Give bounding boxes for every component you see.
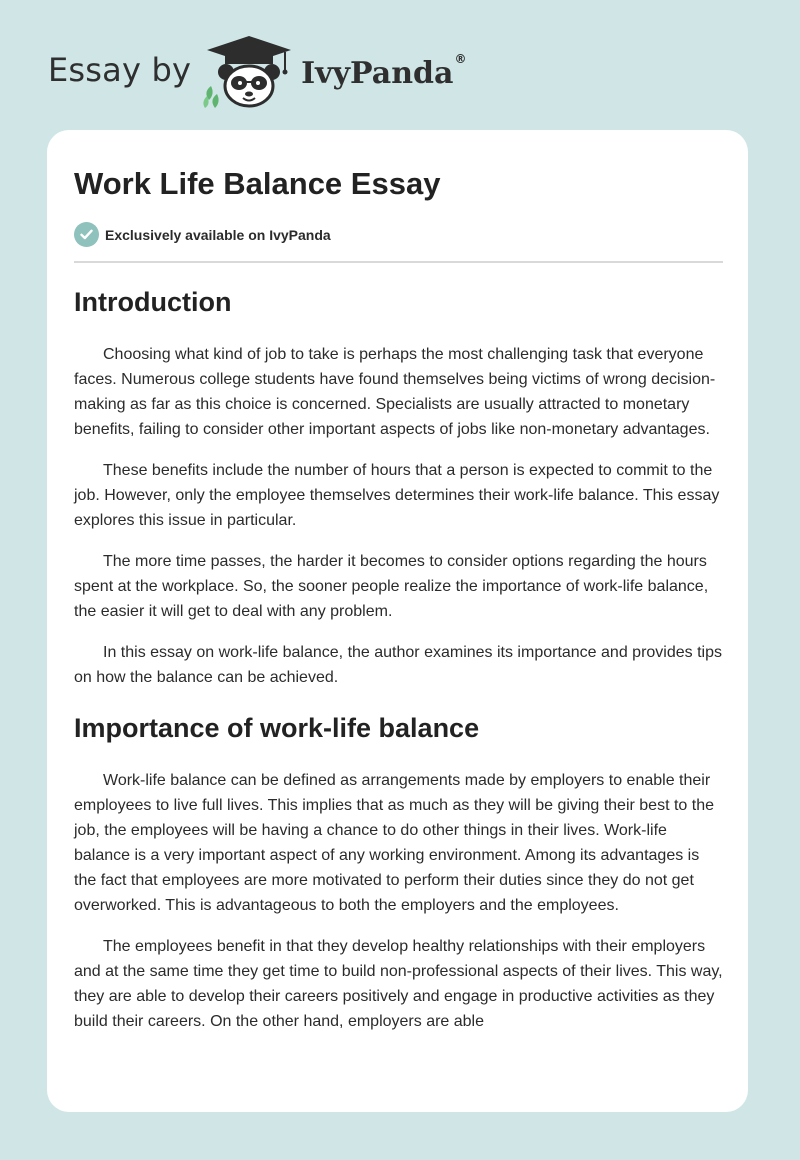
paragraph: The employees benefit in that they develop healthy relationships with their employers and at the same time they get time to build non-professional aspects of their lives. This way, they are able to develop their careers positively and engage in productive activities as they build their careers. On the other hand, employers are able bbox=[74, 938, 723, 1030]
registered-mark: ® bbox=[454, 51, 467, 66]
paragraph: The more time passes, the harder it becomes to consider options regarding the hours spent at the workplace. So, the sooner people realize the importance of work-life balance, the easier it will get to deal with any problem. bbox=[74, 553, 709, 620]
title-divider bbox=[74, 261, 723, 263]
page-title: Work Life Balance Essay bbox=[74, 166, 441, 201]
section-heading-importance: Importance of work-life balance bbox=[74, 713, 480, 743]
paragraph: These benefits include the number of hours that a person is expected to commit to the job. However, only the employee themselves determines their work-life balance. This essay explores this issue in particular. bbox=[74, 462, 720, 529]
site-header bbox=[48, 34, 466, 110]
section-heading-introduction: Introduction bbox=[74, 287, 232, 317]
exclusive-badge bbox=[74, 222, 331, 247]
paragraph: Work-life balance can be defined as arrangements made by employers to enable their employees to live full lives. This implies that as much as they will be giving their best to the job, the employees will be having a chance to do other things in their lives. Work-life balance is a very important aspect of any working environment. Among its advantages is the fact that employees are more motivated to perform their duties since they do not get overworked. This is advantageous to both the employers and the employees. bbox=[74, 772, 714, 914]
paragraph: In this essay on work-life balance, the author examines its importance and provides tips on how the balance can be achieved. bbox=[74, 644, 722, 686]
essay-body bbox=[74, 285, 723, 1050]
checkmark-icon bbox=[74, 222, 99, 247]
ivypanda-brand-name[interactable]: IvyPanda® bbox=[301, 51, 467, 91]
exclusive-badge-label: Exclusively available on IvyPanda bbox=[105, 226, 331, 243]
essay-by-label: Essay by bbox=[48, 51, 192, 89]
essay-card bbox=[47, 130, 748, 1112]
panda-graduate-logo-icon[interactable] bbox=[201, 34, 297, 110]
paragraph: Choosing what kind of job to take is perhaps the most challenging task that everyone faces. Numerous college students have found themselves being victims of wrong decision-making as far as this choice is concerned. Specialists are usually attracted to monetary benefits, failing to consider other important aspects of jobs like non-monetary advantages. bbox=[74, 346, 716, 438]
